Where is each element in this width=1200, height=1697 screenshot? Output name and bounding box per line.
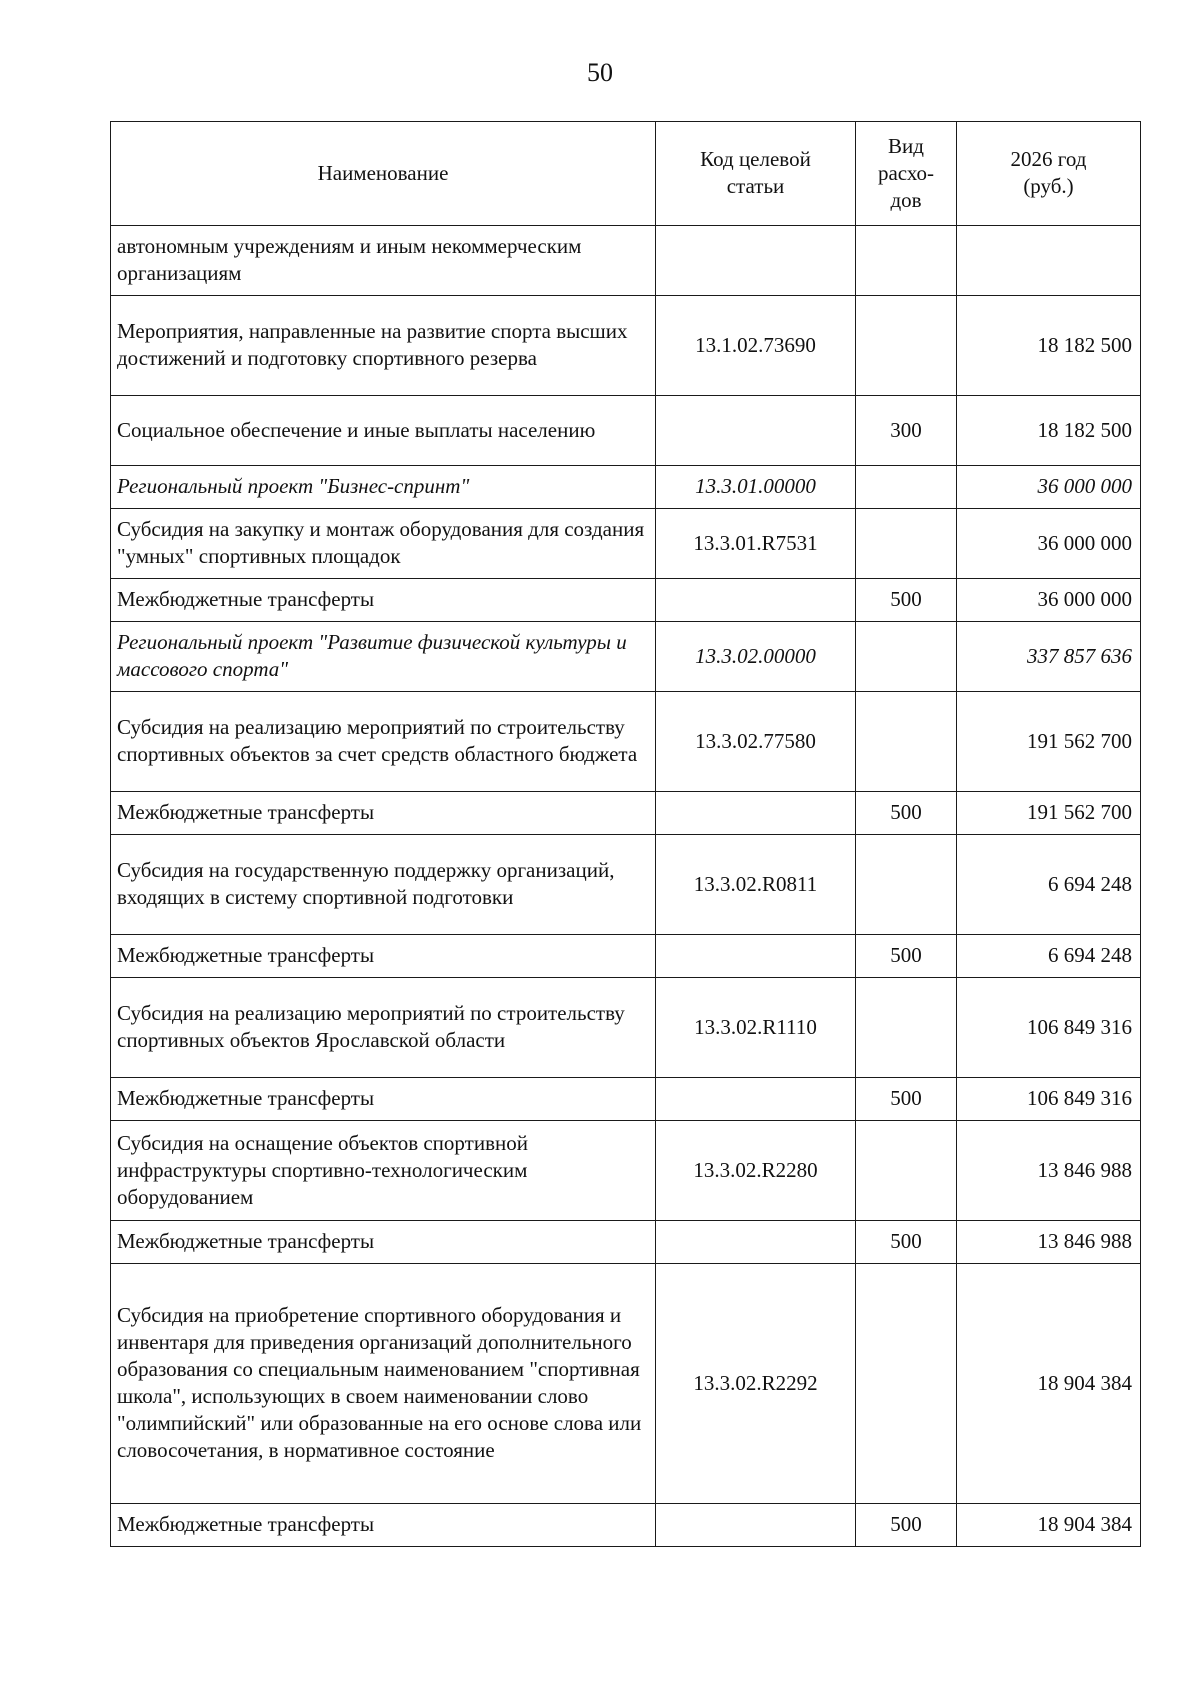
table-header — [111, 122, 1141, 226]
row-sum-cell: 36 000 000 — [957, 579, 1141, 622]
page-number: 50 — [587, 58, 613, 87]
row-sum-cell: 18 182 500 — [957, 396, 1141, 466]
table-row — [111, 1264, 1141, 1504]
row-name-cell: Субсидия на закупку и монтаж оборудования для создания "умных" спортивных площадок — [111, 509, 656, 579]
row-code-cell — [656, 1221, 856, 1264]
table-row — [111, 835, 1141, 935]
table-row — [111, 579, 1141, 622]
table-row — [111, 978, 1141, 1078]
row-code-cell — [656, 226, 856, 296]
row-kind-cell: 300 — [856, 396, 957, 466]
table-row — [111, 1078, 1141, 1121]
header-kind: Вид расхо- дов — [856, 122, 957, 226]
row-name-cell: Региональный проект "Развитие физической культуры и массового спорта" — [111, 622, 656, 692]
row-sum-cell: 106 849 316 — [957, 1078, 1141, 1121]
table-row — [111, 509, 1141, 579]
row-code-cell: 13.3.01.R7531 — [656, 509, 856, 579]
row-sum-cell: 18 904 384 — [957, 1504, 1141, 1547]
row-sum-cell: 6 694 248 — [957, 935, 1141, 978]
row-code-cell: 13.3.02.R2280 — [656, 1121, 856, 1221]
table-row — [111, 692, 1141, 792]
row-name-cell: Межбюджетные трансферты — [111, 792, 656, 835]
budget-table — [110, 121, 1141, 1547]
row-kind-cell — [856, 466, 957, 509]
row-kind-cell — [856, 835, 957, 935]
row-sum-cell: 18 182 500 — [957, 296, 1141, 396]
row-name-cell: Субсидия на государственную поддержку организаций, входящих в систему спортивной подготовки — [111, 835, 656, 935]
table-row — [111, 396, 1141, 466]
row-name-cell: Субсидия на реализацию мероприятий по строительству спортивных объектов Ярославской области — [111, 978, 656, 1078]
row-kind-cell — [856, 692, 957, 792]
row-name-cell: Межбюджетные трансферты — [111, 935, 656, 978]
row-kind-cell: 500 — [856, 935, 957, 978]
row-code-cell — [656, 396, 856, 466]
row-sum-cell: 36 000 000 — [957, 509, 1141, 579]
row-code-cell: 13.3.02.R1110 — [656, 978, 856, 1078]
row-name-cell: Социальное обеспечение и иные выплаты населению — [111, 396, 656, 466]
row-kind-cell: 500 — [856, 792, 957, 835]
table-row — [111, 1504, 1141, 1547]
row-name-cell: Субсидия на реализацию мероприятий по строительству спортивных объектов за счет средств областного бюджета — [111, 692, 656, 792]
table-row — [111, 296, 1141, 396]
row-kind-cell — [856, 1121, 957, 1221]
row-code-cell — [656, 792, 856, 835]
header-row — [111, 122, 1141, 226]
row-kind-cell: 500 — [856, 579, 957, 622]
row-kind-cell — [856, 296, 957, 396]
row-sum-cell: 337 857 636 — [957, 622, 1141, 692]
table-row — [111, 1221, 1141, 1264]
row-code-cell — [656, 1078, 856, 1121]
row-sum-cell: 6 694 248 — [957, 835, 1141, 935]
row-name-cell: Региональный проект "Бизнес-спринт" — [111, 466, 656, 509]
table-row — [111, 1121, 1141, 1221]
table-row — [111, 792, 1141, 835]
row-sum-cell: 36 000 000 — [957, 466, 1141, 509]
row-code-cell: 13.3.02.00000 — [656, 622, 856, 692]
header-code: Код целевой статьи — [656, 122, 856, 226]
table-row — [111, 935, 1141, 978]
row-name-cell: Субсидия на оснащение объектов спортивной инфраструктуры спортивно-технологическим оборудованием — [111, 1121, 656, 1221]
row-code-cell: 13.3.02.R2292 — [656, 1264, 856, 1504]
row-kind-cell — [856, 622, 957, 692]
row-kind-cell — [856, 509, 957, 579]
row-kind-cell: 500 — [856, 1221, 957, 1264]
header-sum: 2026 год (руб.) — [957, 122, 1141, 226]
row-name-cell: Субсидия на приобретение спортивного оборудования и инвентаря для приведения организаций дополнительного образования со специальным наименованием "спортивная школа", использующих в своем наименовании слово "олимпийский" или образованные на его основе слова или словосочетания, в нормативное состояние — [111, 1264, 656, 1504]
table-body — [111, 226, 1141, 1547]
row-code-cell: 13.3.02.77580 — [656, 692, 856, 792]
row-code-cell — [656, 1504, 856, 1547]
row-kind-cell — [856, 1264, 957, 1504]
row-sum-cell: 191 562 700 — [957, 792, 1141, 835]
header-name: Наименование — [111, 122, 656, 226]
table-row — [111, 466, 1141, 509]
row-name-cell: Мероприятия, направленные на развитие спорта высших достижений и подготовку спортивного резерва — [111, 296, 656, 396]
row-name-cell: Межбюджетные трансферты — [111, 1221, 656, 1264]
row-sum-cell — [957, 226, 1141, 296]
row-kind-cell — [856, 226, 957, 296]
row-sum-cell: 13 846 988 — [957, 1121, 1141, 1221]
row-kind-cell: 500 — [856, 1078, 957, 1121]
row-sum-cell: 106 849 316 — [957, 978, 1141, 1078]
row-code-cell: 13.1.02.73690 — [656, 296, 856, 396]
row-name-cell: Межбюджетные трансферты — [111, 1504, 656, 1547]
row-name-cell: Межбюджетные трансферты — [111, 579, 656, 622]
table-row — [111, 226, 1141, 296]
row-name-cell: Межбюджетные трансферты — [111, 1078, 656, 1121]
row-kind-cell — [856, 978, 957, 1078]
table-row — [111, 622, 1141, 692]
row-code-cell — [656, 935, 856, 978]
row-code-cell — [656, 579, 856, 622]
row-sum-cell: 18 904 384 — [957, 1264, 1141, 1504]
row-sum-cell: 13 846 988 — [957, 1221, 1141, 1264]
row-name-cell: автономным учреждениям и иным некоммерческим организациям — [111, 226, 656, 296]
row-sum-cell: 191 562 700 — [957, 692, 1141, 792]
row-code-cell: 13.3.02.R0811 — [656, 835, 856, 935]
row-code-cell: 13.3.01.00000 — [656, 466, 856, 509]
row-kind-cell: 500 — [856, 1504, 957, 1547]
